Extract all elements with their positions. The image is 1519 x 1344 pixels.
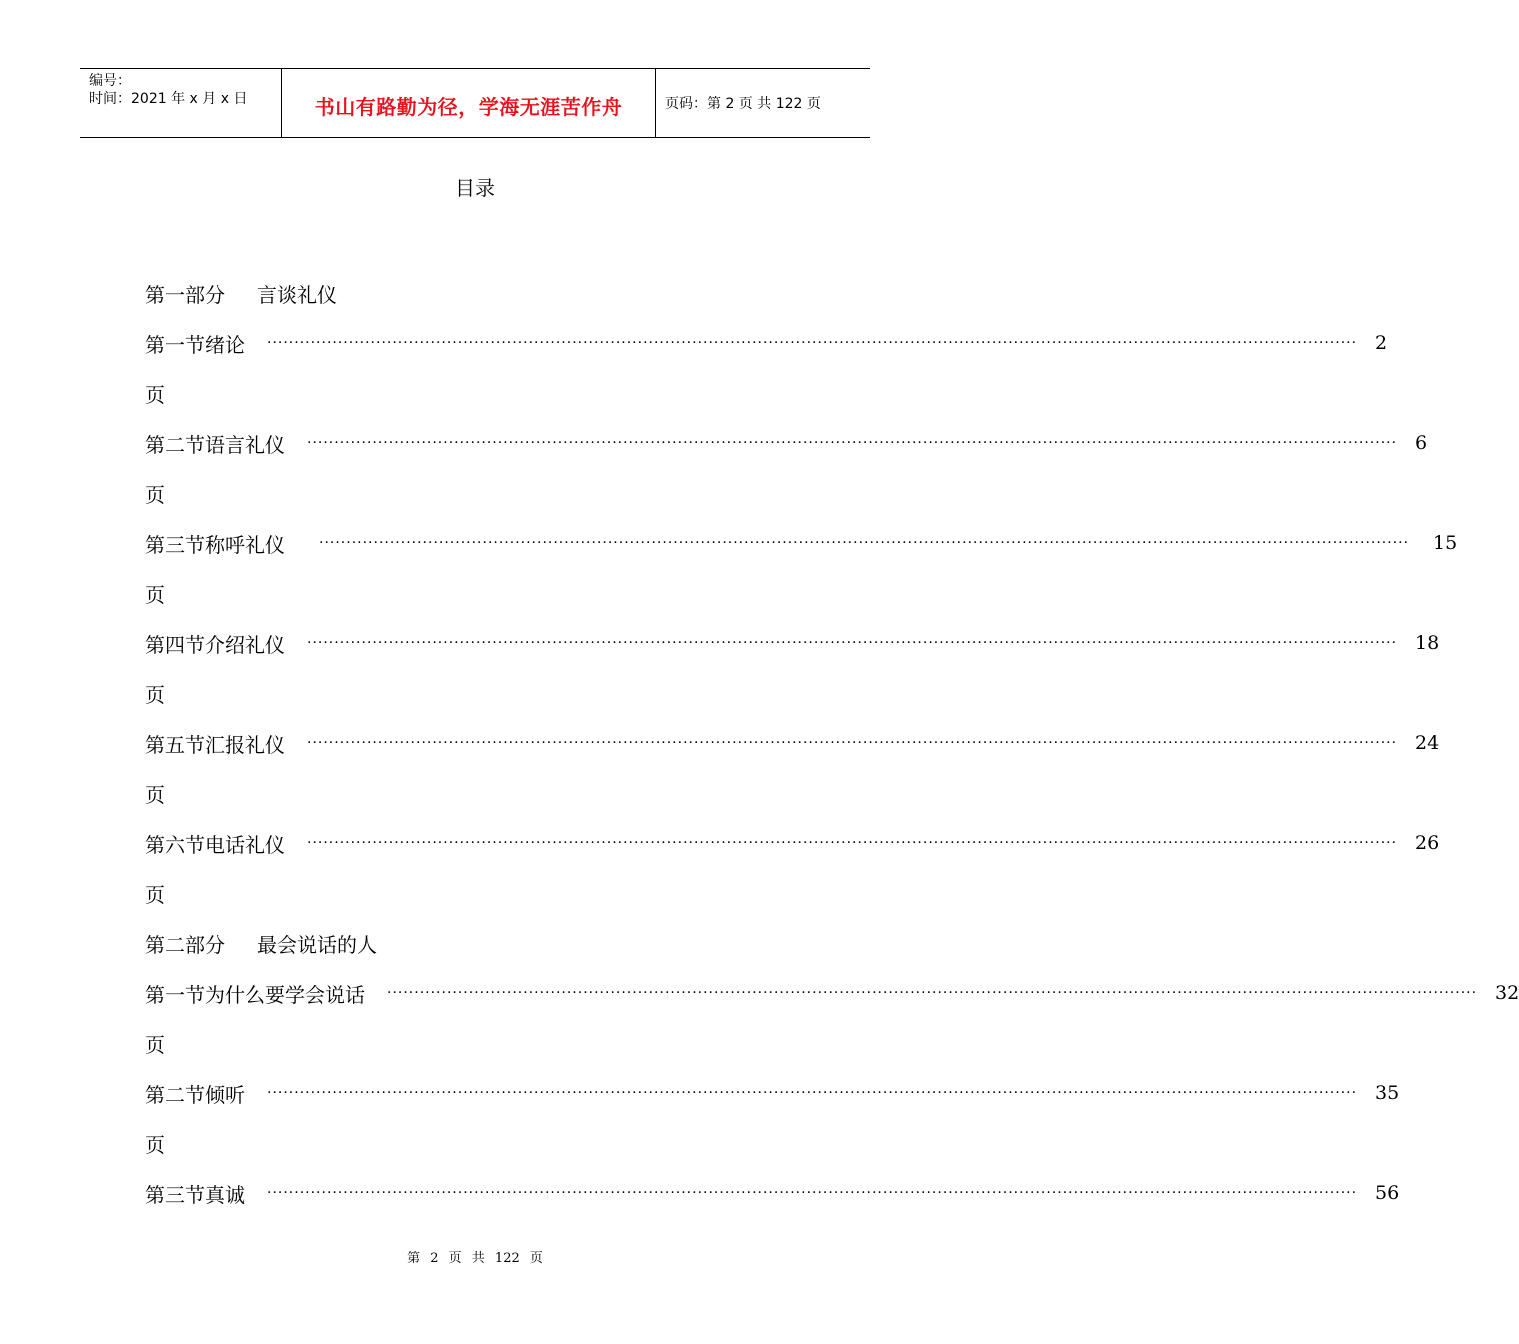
section-label: 第二节 (145, 432, 205, 457)
section-title: 电话礼仪 (205, 832, 285, 857)
page-unit: 页 (145, 582, 165, 607)
page-number: 35 (1375, 1082, 1400, 1104)
table-of-contents (145, 268, 1519, 1218)
page-number: 56 (1375, 1182, 1400, 1204)
page-unit: 页 (145, 782, 165, 807)
section-title: 介绍礼仪 (205, 632, 285, 657)
toc-entry[interactable] (145, 418, 1428, 468)
leader-dots: ········································································································································································································ (307, 435, 1398, 451)
page-unit-line (145, 868, 785, 918)
section-label: 第四节 (145, 632, 205, 657)
section-label: 第一节 (145, 332, 205, 357)
section-label: 第二节 (145, 1082, 205, 1107)
section-title: 真诚 (205, 1182, 245, 1207)
code-label: 编号： (89, 73, 131, 89)
leader-dots: ········································································································································································································ (307, 735, 1398, 751)
page-unit-line (145, 1018, 785, 1068)
section-label: 第五节 (145, 732, 205, 757)
document-title: 目录 (455, 176, 495, 200)
toc-entry[interactable] (145, 1168, 1400, 1218)
time-label: 时间：2021 年 x 月 x 日 (89, 91, 248, 107)
leader-dots: ········································································································································································································ (319, 535, 1410, 551)
page-number: 15 (1433, 532, 1458, 554)
page-unit-line (145, 768, 785, 818)
page-unit: 页 (145, 1032, 165, 1057)
page-unit-line (145, 368, 785, 418)
leader-dots: ········································································································································································································ (267, 1185, 1358, 1201)
page-number: 26 (1415, 832, 1440, 854)
part-title: 最会说话的人 (257, 932, 377, 957)
header-meta (80, 69, 281, 137)
page-unit: 页 (145, 482, 165, 507)
page-number: 32 (1495, 982, 1519, 1004)
section-title: 绪论 (205, 332, 245, 357)
page-number: 24 (1415, 732, 1440, 754)
toc-entry[interactable] (145, 618, 1440, 668)
page-unit-line (145, 568, 785, 618)
page-header (80, 68, 870, 138)
section-title: 称呼礼仪 (205, 532, 285, 557)
leader-dots: ········································································································································································································ (267, 1085, 1358, 1101)
toc-entry[interactable] (145, 718, 1440, 768)
part-label: 第一部分 (145, 282, 225, 307)
section-label: 第三节 (145, 1182, 205, 1207)
toc-entry[interactable] (145, 968, 1519, 1018)
page-unit: 页 (145, 882, 165, 907)
part-title: 言谈礼仪 (257, 282, 337, 307)
section-title: 为什么要学会说话 (205, 982, 365, 1007)
part-label: 第二部分 (145, 932, 225, 957)
section-title: 汇报礼仪 (205, 732, 285, 757)
page-unit-line (145, 668, 785, 718)
header-page-info: 页码：第 2 页 共 122 页 (665, 96, 821, 112)
section-label: 第三节 (145, 532, 205, 557)
page-unit: 页 (145, 682, 165, 707)
section-title: 倾听 (205, 1082, 245, 1107)
leader-dots: ········································································································································································································ (307, 835, 1398, 851)
page-unit: 页 (145, 382, 165, 407)
leader-dots: ········································································································································································································ (267, 335, 1358, 351)
toc-part-heading (145, 268, 785, 318)
page-number: 18 (1415, 632, 1440, 654)
toc-entry[interactable] (145, 318, 1388, 368)
toc-part-heading (145, 918, 785, 968)
leader-dots: ········································································································································································································ (307, 635, 1398, 651)
page-unit: 页 (145, 1132, 165, 1157)
section-label: 第一节 (145, 982, 205, 1007)
page-footer: 第 2 页 共 122 页 (407, 1251, 543, 1266)
page-number: 6 (1415, 432, 1428, 454)
page-unit-line (145, 1118, 785, 1168)
page-unit-line (145, 468, 785, 518)
toc-entry[interactable] (145, 1068, 1400, 1118)
header-motto-cell (281, 69, 656, 137)
page-number: 2 (1375, 332, 1388, 354)
header-motto: 书山有路勤为径，学海无涯苦作舟 (314, 94, 623, 119)
section-title: 语言礼仪 (205, 432, 285, 457)
leader-dots: ········································································································································································································ (387, 985, 1478, 1001)
toc-entry[interactable] (145, 518, 1458, 568)
toc-entry[interactable] (145, 818, 1440, 868)
section-label: 第六节 (145, 832, 205, 857)
